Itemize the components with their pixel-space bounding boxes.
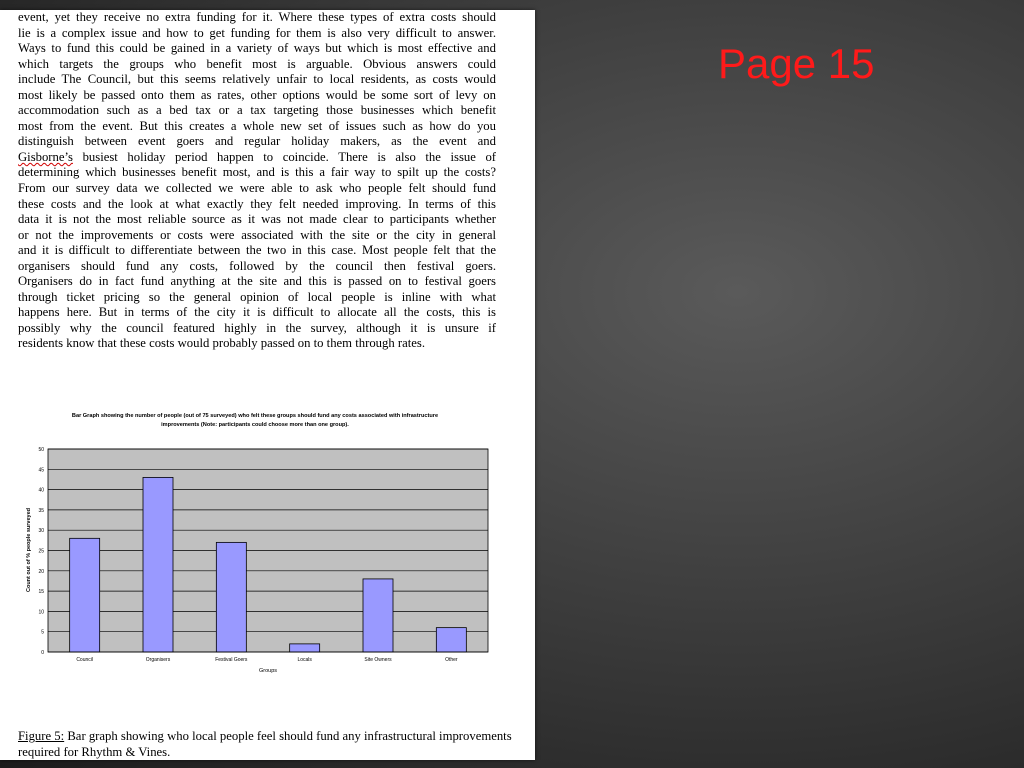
body-text-line-content: Organisers do in fact fund anything at the site and this is passed on to festival goers <box>18 274 496 289</box>
body-text-line-content: residents know that these costs would probably passed on to them through rates. <box>18 336 425 351</box>
body-text-line-content: busiest holiday period happen to coincide. There is also the issue of <box>82 149 497 164</box>
x-tick-label: Organisers <box>145 657 171 663</box>
x-tick-label: Council <box>76 657 94 663</box>
figure-caption <box>18 728 518 760</box>
bar-other <box>436 628 466 652</box>
body-text-line-content: these costs and the look at what exactly they felt needed improving. In terms of this <box>18 196 496 211</box>
x-tick-label: Site Owners <box>364 657 392 663</box>
body-text-line-content: which targets the groups who benefit most is arguable. Obvious answers could <box>18 56 496 71</box>
spellcheck-flagged-word: Gisborne’s <box>18 149 73 164</box>
y-tick-label: 20 <box>38 568 44 575</box>
body-text-line-content: distinguish between event goers and regular holiday makers, as the event and <box>18 134 496 149</box>
x-tick-label: Festival Goers <box>215 657 248 663</box>
figure-caption-label: Figure 5: <box>18 729 65 743</box>
body-text-line-content: data it is not the most reliable source as it was not made clear to participants whether <box>18 212 496 227</box>
body-text-line-content: organisers should fund any costs, followed by the council then festival goers. <box>18 258 496 273</box>
bar-locals <box>290 644 320 652</box>
bar-council <box>70 538 100 652</box>
y-tick-label: 40 <box>38 487 44 494</box>
y-axis-label: Count out of % people surveyed <box>26 507 32 593</box>
x-axis-tick-labels <box>76 657 458 663</box>
y-axis-tick-labels <box>38 447 44 656</box>
x-axis-label: Groups <box>258 668 278 674</box>
bar-chart <box>0 10 535 760</box>
bar-festival-goers <box>216 542 246 652</box>
bar-organisers <box>143 477 173 652</box>
body-text-line-content: possibly why the council featured highly in the survey, although it is unsure if <box>18 320 496 335</box>
x-tick-label: Other <box>445 657 458 663</box>
y-tick-label: 30 <box>38 528 44 535</box>
body-text-line-content: and it is difficult to differentiate between the two in this case. Most people felt that the <box>18 243 496 258</box>
body-text-line-content: accommodation such as a bed tax or a tax targeting those businesses which benefit <box>18 103 496 118</box>
document-page <box>0 10 535 760</box>
chart-title: Bar Graph showing the number of people (out of 75 surveyed) who felt these groups should fund any costs associated with infrastructure improvements (Note: participants could choose more than one group). <box>71 413 439 428</box>
body-text-line-content: Ways to fund this could be gained in a variety of ways but which is most effective and <box>18 41 496 56</box>
y-tick-label: 0 <box>41 650 44 656</box>
body-text-line-content: include The Council, but this seems relatively unfair to local residents, as costs would <box>18 72 496 87</box>
y-tick-label: 35 <box>38 507 44 514</box>
y-tick-label: 50 <box>38 447 44 453</box>
y-tick-label: 15 <box>38 589 44 596</box>
y-tick-label: 45 <box>38 467 44 474</box>
x-tick-label: Locals <box>297 657 312 663</box>
body-text-line-content: or not the improvements or costs were associated with the site or the city in general <box>18 227 496 242</box>
y-tick-label: 10 <box>38 609 44 616</box>
y-tick-label: 5 <box>41 629 44 636</box>
body-text-line-content: through ticket pricing so the general opinion of local people is inline with what <box>18 289 496 304</box>
y-tick-label: 25 <box>38 548 44 555</box>
body-text-line-content: event, yet they receive no extra funding for it. Where these types of extra costs should <box>18 10 496 24</box>
body-text-line-content: From our survey data we collected we were able to ask who people felt should fund <box>18 181 496 196</box>
body-text-line-content: most from the event. But this creates a whole new set of issues such as how do you <box>18 118 496 133</box>
figure-caption-text: Bar graph showing who local people feel should fund any infrastructural improvements required for Rhythm & Vines. <box>18 729 512 759</box>
body-text-line-content: lie is a complex issue and how to get funding for them is also very difficult to answer. <box>18 25 496 40</box>
body-text-line-content: most likely be passed onto them as rates, other options would be some sort of levy on <box>18 87 496 102</box>
bar-site-owners <box>363 579 393 652</box>
body-text-line-content: determining which businesses benefit most, and is this a fair way to spilt up the costs? <box>18 165 496 180</box>
slide-page-number: Page 15 <box>718 40 875 87</box>
body-text-line-content: happens here. But in terms of the city it is difficult to allocate all the costs, this is <box>18 305 496 320</box>
